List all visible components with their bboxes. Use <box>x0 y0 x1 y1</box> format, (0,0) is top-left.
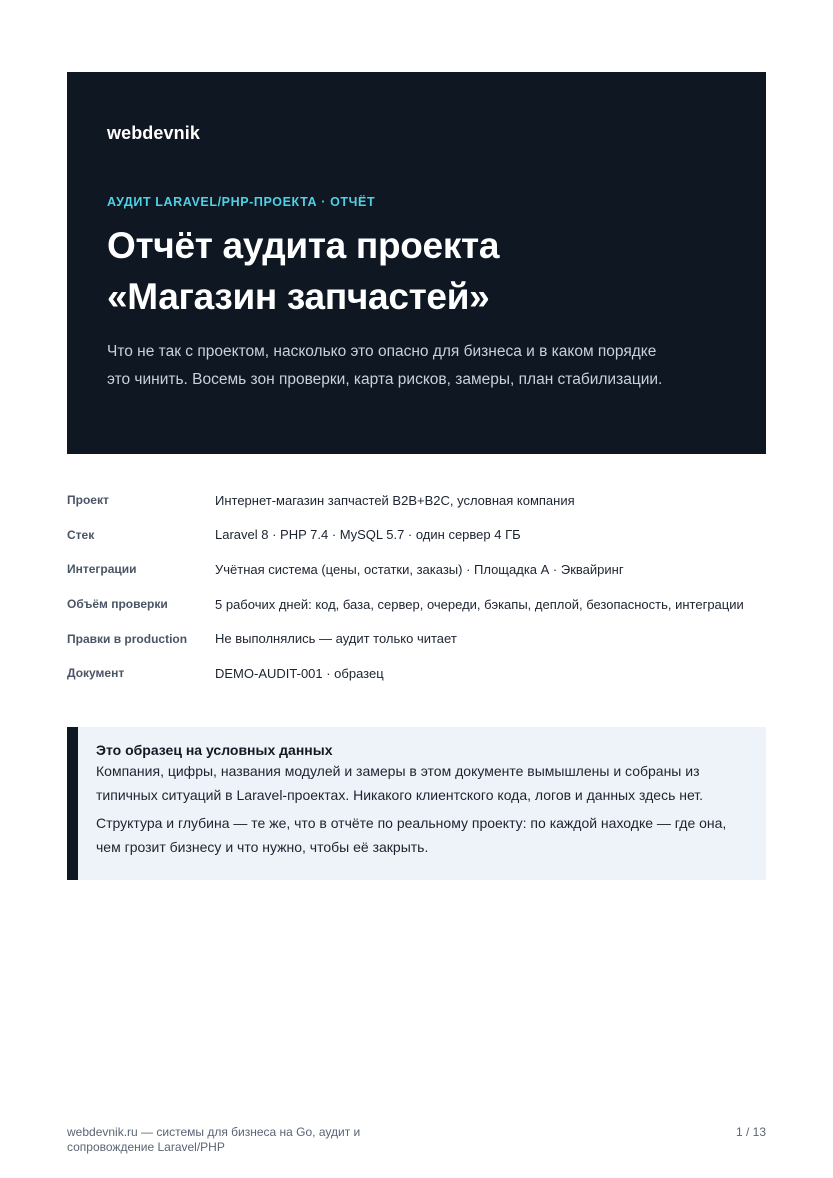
meta-key: Проект <box>67 493 109 508</box>
report-lead-line-2: это чинить. Восемь зон проверки, карта рисков, замеры, план стабилизации. <box>107 371 663 388</box>
notice-paragraph-2 <box>96 811 752 859</box>
meta-row-scope <box>67 587 787 622</box>
meta-row-stack <box>67 518 787 553</box>
footer-line-2: сопровождение Laravel/PHP <box>67 1140 225 1154</box>
notice-p1-line-1: Компания, цифры, названия модулей и замеры в этом документе вымышлены и собраны из <box>96 763 700 779</box>
meta-value: DEMO-AUDIT-001 · образец <box>215 665 384 681</box>
brand-logo: webdevnik <box>107 123 200 143</box>
meta-row-document <box>67 656 787 691</box>
notice-p1-line-2: типичных ситуаций в Laravel-проектах. Никакого клиентского кода, логов и данных здесь нет. <box>96 787 704 803</box>
meta-row-integrations <box>67 552 787 587</box>
report-title <box>107 220 726 322</box>
meta-key: Объём проверки <box>67 597 168 612</box>
meta-value: Laravel 8 · PHP 7.4 · MySQL 5.7 · один сервер 4 ГБ <box>215 527 521 543</box>
notice-p2-line-1: Структура и глубина — те же, что в отчёте по реальному проекту: по каждой находке — где она, <box>96 815 727 831</box>
report-title-line-2: «Магазин запчастей» <box>107 276 490 317</box>
notice-title: Это образец на условных данных <box>96 742 333 758</box>
project-meta-table <box>67 483 787 691</box>
notice-paragraph-1 <box>96 759 752 807</box>
meta-row-project <box>67 483 787 518</box>
meta-value: Учётная система (цены, остатки, заказы) · Площадка А · Эквайринг <box>215 561 624 577</box>
meta-value: Интернет-магазин запчастей B2B+B2C, условная компания <box>215 492 575 508</box>
meta-value: 5 рабочих дней: код, база, сервер, очереди, бэкапы, деплой, безопасность, интеграции <box>215 596 744 612</box>
meta-key: Интеграции <box>67 562 137 577</box>
report-eyebrow: АУДИТ LARAVEL/PHP-ПРОЕКТА · ОТЧЁТ <box>107 195 376 209</box>
meta-key: Правки в production <box>67 631 188 646</box>
meta-key: Стек <box>67 527 95 542</box>
cover-hero <box>67 72 766 454</box>
meta-row-production-changes <box>67 621 787 656</box>
sample-data-notice <box>67 727 766 880</box>
report-lead <box>107 338 726 394</box>
footer-line-1: webdevnik.ru — системы для бизнеса на Go, аудит и <box>67 1125 361 1139</box>
page-number: 1 / 13 <box>735 1125 766 1139</box>
meta-key: Документ <box>67 666 125 681</box>
notice-p2-line-2: чем грозит бизнесу и что нужно, чтобы её закрыть. <box>96 839 429 855</box>
footer-site-info <box>67 1125 407 1155</box>
report-title-line-1: Отчёт аудита проекта <box>107 225 500 266</box>
report-lead-line-1: Что не так с проектом, насколько это опасно для бизнеса и в каком порядке <box>107 343 657 360</box>
meta-value: Не выполнялись — аудит только читает <box>215 631 457 647</box>
